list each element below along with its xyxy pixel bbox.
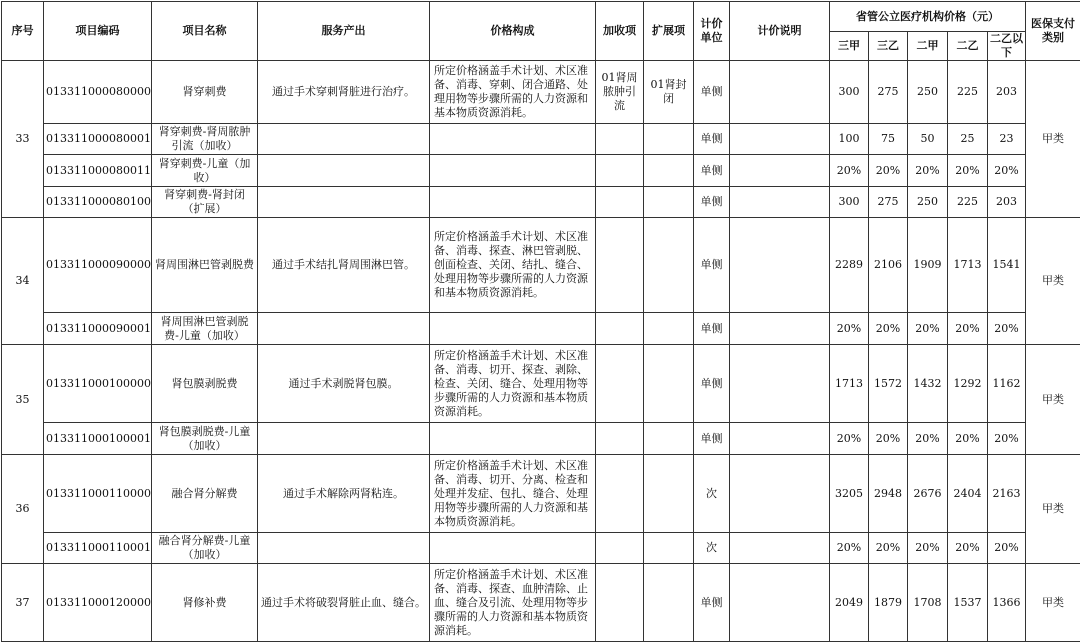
price-cell: 20% [908, 533, 948, 564]
seq-cell: 34 [2, 218, 44, 345]
name-cell: 肾穿刺费-肾封闭（扩展） [152, 187, 258, 218]
price-cell: 20% [908, 423, 948, 455]
add-cell [596, 455, 644, 533]
ext-cell: 01肾封闭 [644, 61, 694, 124]
name-cell: 融合肾分解费-儿童（加收） [152, 533, 258, 564]
table-row [2, 313, 1080, 345]
unit-cell: 单侧 [694, 423, 730, 455]
seq-cell: 33 [2, 61, 44, 218]
header-code: 项目编码 [44, 2, 152, 61]
service-cell: 通过手术将破裂肾脏止血、缝合。 [258, 564, 430, 642]
code-cell: 013311000080001 [44, 124, 152, 155]
composition-cell: 所定价格涵盖手术计划、术区准备、消毒、切开、探查、剥除、检查、关闭、缝合、处理用物等步骤所需的人力资源和基本物质资源消耗。 [430, 345, 596, 423]
unit-cell: 单侧 [694, 155, 730, 187]
add-cell [596, 155, 644, 187]
code-cell: 013311000120000 [44, 564, 152, 642]
price-cell: 275 [869, 61, 908, 124]
header-sanjia: 三甲 [830, 32, 869, 61]
price-cell: 20% [988, 313, 1026, 345]
desc-cell [730, 187, 830, 218]
price-cell: 1713 [948, 218, 988, 313]
composition-cell [430, 155, 596, 187]
unit-cell: 次 [694, 533, 730, 564]
service-cell [258, 187, 430, 218]
price-cell: 1713 [830, 345, 869, 423]
header-ext: 扩展项 [644, 2, 694, 61]
price-cell: 300 [830, 187, 869, 218]
price-table [1, 1, 1080, 642]
unit-cell: 单侧 [694, 313, 730, 345]
price-cell: 1162 [988, 345, 1026, 423]
name-cell: 肾修补费 [152, 564, 258, 642]
table-row [2, 61, 1080, 124]
unit-cell: 单侧 [694, 187, 730, 218]
insurance-cell: 甲类 [1026, 61, 1080, 218]
name-cell: 肾周围淋巴管剥脱费-儿童（加收） [152, 313, 258, 345]
add-cell [596, 313, 644, 345]
header-eryi-below: 二乙以下 [988, 32, 1026, 61]
composition-cell [430, 533, 596, 564]
price-cell: 23 [988, 124, 1026, 155]
ext-cell [644, 313, 694, 345]
price-cell: 1572 [869, 345, 908, 423]
price-cell: 20% [830, 533, 869, 564]
service-cell [258, 533, 430, 564]
price-cell: 203 [988, 61, 1026, 124]
code-cell: 013311000080000 [44, 61, 152, 124]
composition-cell [430, 124, 596, 155]
price-cell: 20% [830, 313, 869, 345]
header-price-composition: 价格构成 [430, 2, 596, 61]
table-row [2, 345, 1080, 423]
desc-cell [730, 533, 830, 564]
price-cell: 250 [908, 61, 948, 124]
price-cell: 1541 [988, 218, 1026, 313]
price-cell: 20% [908, 313, 948, 345]
price-cell: 1366 [988, 564, 1026, 642]
name-cell: 肾周围淋巴管剥脱费 [152, 218, 258, 313]
price-cell: 20% [948, 423, 988, 455]
seq-cell: 35 [2, 345, 44, 455]
name-cell: 肾包膜剥脱费 [152, 345, 258, 423]
table-row [2, 533, 1080, 564]
table-row [2, 124, 1080, 155]
header-sanyi: 三乙 [869, 32, 908, 61]
composition-cell: 所定价格涵盖手术计划、术区准备、消毒、切开、分离、检查和处理并发症、包扎、缝合、处理用物等步骤所需的人力资源和基本物质资源消耗。 [430, 455, 596, 533]
desc-cell [730, 61, 830, 124]
price-cell: 20% [988, 533, 1026, 564]
service-cell [258, 313, 430, 345]
code-cell: 013311000090000 [44, 218, 152, 313]
insurance-cell: 甲类 [1026, 218, 1080, 345]
price-cell: 275 [869, 187, 908, 218]
service-cell: 通过手术结扎肾周围淋巴管。 [258, 218, 430, 313]
ext-cell [644, 423, 694, 455]
add-cell [596, 423, 644, 455]
code-cell: 013311000100001 [44, 423, 152, 455]
add-cell [596, 218, 644, 313]
desc-cell [730, 218, 830, 313]
price-cell: 225 [948, 187, 988, 218]
price-cell: 20% [869, 533, 908, 564]
header-service: 服务产出 [258, 2, 430, 61]
desc-cell [730, 313, 830, 345]
desc-cell [730, 564, 830, 642]
header-seq: 序号 [2, 2, 44, 61]
ext-cell [644, 218, 694, 313]
name-cell: 肾包膜剥脱费-儿童（加收） [152, 423, 258, 455]
table-row [2, 187, 1080, 218]
price-cell: 203 [988, 187, 1026, 218]
desc-cell [730, 345, 830, 423]
header-add: 加收项 [596, 2, 644, 61]
service-cell: 通过手术剥脱肾包膜。 [258, 345, 430, 423]
add-cell [596, 533, 644, 564]
price-cell: 3205 [830, 455, 869, 533]
insurance-cell: 甲类 [1026, 564, 1080, 642]
service-cell: 通过手术解除两肾粘连。 [258, 455, 430, 533]
table-row [2, 455, 1080, 533]
add-cell [596, 564, 644, 642]
price-cell: 50 [908, 124, 948, 155]
code-cell: 013311000080011 [44, 155, 152, 187]
table-body [2, 61, 1080, 642]
price-cell: 20% [948, 313, 988, 345]
price-cell: 20% [869, 313, 908, 345]
price-cell: 20% [948, 533, 988, 564]
price-cell: 20% [830, 423, 869, 455]
service-cell [258, 423, 430, 455]
table-header [2, 2, 1080, 61]
price-cell: 2404 [948, 455, 988, 533]
service-cell [258, 124, 430, 155]
price-cell: 2163 [988, 455, 1026, 533]
price-cell: 2106 [869, 218, 908, 313]
composition-cell [430, 313, 596, 345]
price-cell: 75 [869, 124, 908, 155]
price-cell: 300 [830, 61, 869, 124]
unit-cell: 次 [694, 455, 730, 533]
table-row [2, 218, 1080, 313]
price-cell: 20% [948, 155, 988, 187]
composition-cell: 所定价格涵盖手术计划、术区准备、消毒、探查、淋巴管剥脱、创面检查、关闭、结扎、缝合、处理用物等步骤所需的人力资源和基本物质资源消耗。 [430, 218, 596, 313]
insurance-cell: 甲类 [1026, 345, 1080, 455]
ext-cell [644, 564, 694, 642]
price-cell: 20% [869, 155, 908, 187]
composition-cell: 所定价格涵盖手术计划、术区准备、消毒、探查、血肿清除、止血、缝合及引流、处理用物等步骤所需的人力资源和基本物质资源消耗。 [430, 564, 596, 642]
header-desc: 计价说明 [730, 2, 830, 61]
header-erjia: 二甲 [908, 32, 948, 61]
table-row [2, 564, 1080, 642]
ext-cell [644, 187, 694, 218]
price-cell: 2948 [869, 455, 908, 533]
header-price-group: 省管公立医疗机构价格（元） [830, 2, 1026, 32]
price-cell: 20% [988, 423, 1026, 455]
desc-cell [730, 423, 830, 455]
price-cell: 1432 [908, 345, 948, 423]
code-cell: 013311000100000 [44, 345, 152, 423]
price-cell: 1708 [908, 564, 948, 642]
ext-cell [644, 155, 694, 187]
composition-cell: 所定价格涵盖手术计划、术区准备、消毒、穿刺、闭合通路、处理用物等步骤所需的人力资源和基本物质资源消耗。 [430, 61, 596, 124]
add-cell [596, 124, 644, 155]
price-cell: 25 [948, 124, 988, 155]
header-insurance: 医保支付类别 [1026, 2, 1080, 61]
header-eryi: 二乙 [948, 32, 988, 61]
unit-cell: 单侧 [694, 564, 730, 642]
price-cell: 1879 [869, 564, 908, 642]
desc-cell [730, 124, 830, 155]
price-cell: 100 [830, 124, 869, 155]
seq-cell: 37 [2, 564, 44, 642]
price-cell: 20% [988, 155, 1026, 187]
code-cell: 013311000110000 [44, 455, 152, 533]
code-cell: 013311000110001 [44, 533, 152, 564]
composition-cell [430, 423, 596, 455]
unit-cell: 单侧 [694, 61, 730, 124]
unit-cell: 单侧 [694, 218, 730, 313]
price-cell: 1292 [948, 345, 988, 423]
add-cell [596, 187, 644, 218]
service-cell [258, 155, 430, 187]
price-cell: 2676 [908, 455, 948, 533]
unit-cell: 单侧 [694, 124, 730, 155]
price-cell: 20% [908, 155, 948, 187]
code-cell: 013311000080100 [44, 187, 152, 218]
header-name: 项目名称 [152, 2, 258, 61]
price-cell: 2289 [830, 218, 869, 313]
unit-cell: 单侧 [694, 345, 730, 423]
price-cell: 1909 [908, 218, 948, 313]
price-cell: 2049 [830, 564, 869, 642]
table-row [2, 155, 1080, 187]
code-cell: 013311000090001 [44, 313, 152, 345]
name-cell: 肾穿刺费-肾周脓肿引流（加收） [152, 124, 258, 155]
table-row [2, 423, 1080, 455]
name-cell: 融合肾分解费 [152, 455, 258, 533]
price-cell: 250 [908, 187, 948, 218]
composition-cell [430, 187, 596, 218]
header-unit: 计价单位 [694, 2, 730, 61]
desc-cell [730, 455, 830, 533]
seq-cell: 36 [2, 455, 44, 564]
price-cell: 225 [948, 61, 988, 124]
add-cell [596, 345, 644, 423]
price-cell: 20% [830, 155, 869, 187]
ext-cell [644, 124, 694, 155]
insurance-cell: 甲类 [1026, 455, 1080, 564]
add-cell: 01肾周脓肿引流 [596, 61, 644, 124]
ext-cell [644, 345, 694, 423]
ext-cell [644, 455, 694, 533]
desc-cell [730, 155, 830, 187]
price-cell: 1537 [948, 564, 988, 642]
service-cell: 通过手术穿刺肾脏进行治疗。 [258, 61, 430, 124]
name-cell: 肾穿刺费-儿童（加收） [152, 155, 258, 187]
price-cell: 20% [869, 423, 908, 455]
name-cell: 肾穿刺费 [152, 61, 258, 124]
ext-cell [644, 533, 694, 564]
